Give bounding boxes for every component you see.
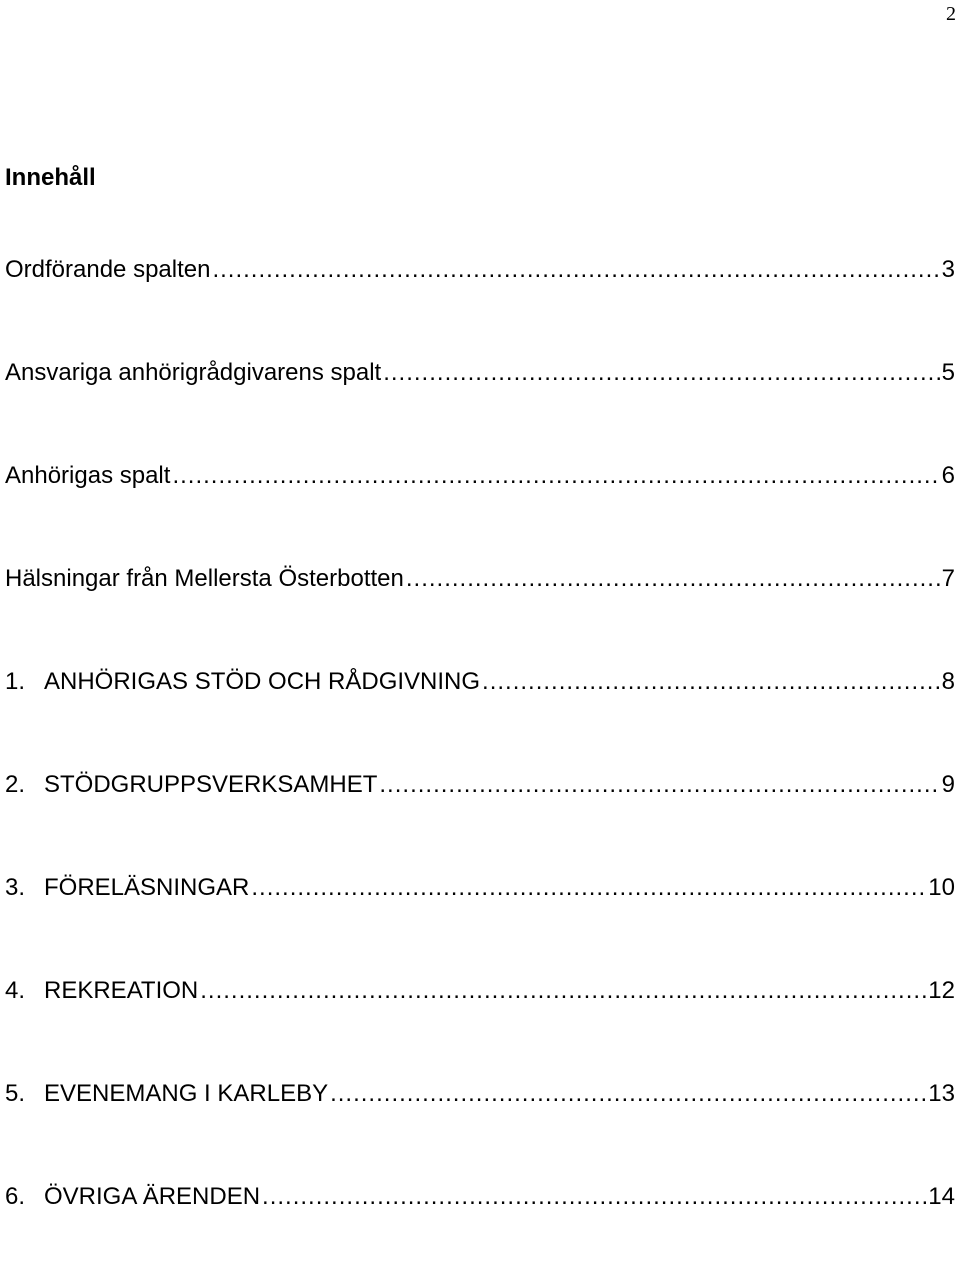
toc-entry-title: Hälsningar från Mellersta Österbotten (5, 565, 404, 592)
toc-dot-leader (379, 769, 939, 801)
toc-entry-title: Anhörigas spalt (5, 462, 171, 489)
toc-dot-leader (406, 563, 940, 595)
toc-entry-page: 10 (928, 874, 955, 901)
toc-entry-title: REKREATION (44, 977, 199, 1004)
toc-entry-ansvariga-spalt[interactable] (5, 357, 955, 460)
toc-entry-page: 7 (941, 565, 955, 592)
toc-entry-title: ANHÖRIGAS STÖD OCH RÅDGIVNING (44, 668, 481, 695)
toc-entry-number: 5. (5, 1080, 26, 1107)
toc-entry-halsningar[interactable] (5, 563, 955, 666)
toc-entry-section-1[interactable] (5, 666, 955, 769)
toc-entry-number: 4. (5, 977, 26, 1004)
toc-entry-title: Ordförande spalten (5, 256, 211, 283)
toc-dot-leader (482, 666, 940, 698)
page-number: 2 (946, 3, 956, 25)
toc-entry-page: 14 (928, 1183, 955, 1210)
toc-dot-leader (212, 254, 939, 286)
toc-entry-page: 12 (928, 977, 955, 1004)
toc-entry-page: 8 (941, 668, 955, 695)
toc-entry-anhorigas-spalt[interactable] (5, 460, 955, 563)
toc-entry-page: 5 (941, 359, 955, 386)
toc-entry-number: 1. (5, 668, 26, 695)
toc-dot-leader (262, 1181, 926, 1213)
toc-entry-title: STÖDGRUPPSVERKSAMHET (44, 771, 378, 798)
toc-entry-title: EVENEMANG I KARLEBY (44, 1080, 329, 1107)
toc-entry-ordforande-spalten[interactable] (5, 254, 955, 357)
toc-entry-number: 3. (5, 874, 26, 901)
toc-entry-page: 13 (928, 1080, 955, 1107)
toc-entry-title: FÖRELÄSNINGAR (44, 874, 250, 901)
toc-entry-section-2[interactable] (5, 769, 955, 872)
toc-dot-leader (172, 460, 939, 492)
toc-entry-section-5[interactable] (5, 1078, 955, 1181)
toc-dot-leader (200, 975, 926, 1007)
toc-heading: Innehåll (5, 164, 96, 191)
toc-entry-section-6[interactable] (5, 1181, 955, 1284)
toc-list (5, 254, 955, 1284)
toc-dot-leader (330, 1078, 926, 1110)
toc-entry-number: 2. (5, 771, 26, 798)
toc-entry-page: 6 (941, 462, 955, 489)
toc-entry-section-4[interactable] (5, 975, 955, 1078)
toc-dot-leader (251, 872, 926, 904)
toc-entry-title: Ansvariga anhörigrådgivarens spalt (5, 359, 382, 386)
toc-entry-number: 6. (5, 1183, 26, 1210)
toc-entry-page: 9 (941, 771, 955, 798)
toc-entry-section-3[interactable] (5, 872, 955, 975)
toc-entry-page: 3 (941, 256, 955, 283)
toc-entry-title: ÖVRIGA ÄRENDEN (44, 1183, 261, 1210)
toc-dot-leader (383, 357, 939, 389)
